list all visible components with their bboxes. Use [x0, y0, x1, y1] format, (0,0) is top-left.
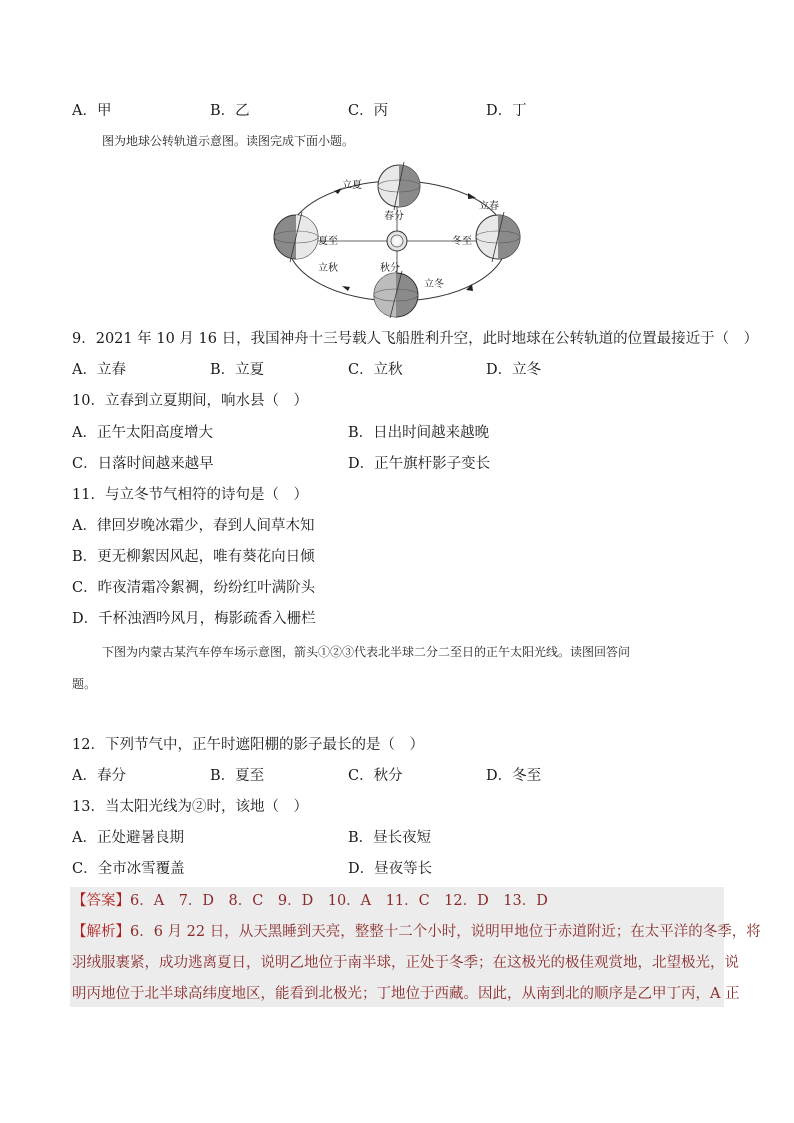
analysis-line2: 羽绒服裹紧，成功逃离夏日，说明乙地位于南半球，正处于冬季；在这极光的极佳观赏地，北望极光，说	[72, 955, 739, 971]
label-dongzhi: 冬至	[452, 236, 472, 247]
q11-option-b: B．更无柳絮因风起，唯有葵花向日倾	[72, 549, 315, 565]
q11-option-c: C．昨夜清霜冷絮裯，纷纷红叶满阶头	[72, 580, 316, 596]
q9-option-a: A．立春	[72, 362, 126, 378]
q11-stem: 11．与立冬节气相符的诗句是（ ）	[72, 487, 308, 503]
answer-tag: 【答案】	[72, 893, 130, 909]
q10-option-b: B．日出时间越来越晚	[348, 425, 490, 441]
q13-option-a: A．正处避暑良期	[72, 830, 184, 846]
q13-option-d: D．昼夜等长	[348, 861, 433, 877]
label-chunfen: 春分	[384, 211, 404, 222]
q13-option-c: C．全市冰雪覆盖	[72, 861, 185, 877]
earth-globe-icon	[378, 162, 420, 210]
sun-icon	[387, 231, 407, 251]
q9-stem: 9．2021 年 10 月 16 日，我国神舟十三号载人飞船胜利升空，此时地球在公转轨道的位置最接近于（ ）	[72, 331, 759, 347]
q13-option-b: B．昼长夜短	[348, 830, 432, 846]
analysis-tag: 【解析】	[72, 924, 130, 940]
q8-option-c: C．丙	[348, 103, 389, 119]
q13-stem: 13．当太阳光线为②时，该地（ ）	[72, 799, 308, 815]
q9-option-b: B．立夏	[210, 362, 265, 378]
label-lidong: 立冬	[424, 279, 444, 290]
q10-option-d: D．正午旗杆影子变长	[348, 456, 491, 472]
earth-globe-icon	[374, 271, 418, 318]
analysis-line1	[72, 922, 761, 942]
orbit-arrow-icon	[334, 188, 342, 194]
q12-stem: 12．下列节气中，正午时遮阳棚的影子最长的是（ ）	[72, 737, 424, 753]
q9-option-d: D．立冬	[486, 362, 542, 378]
q8-option-a: A．甲	[72, 103, 112, 119]
label-xiazhi: 夏至	[318, 236, 338, 247]
label-lichun: 立春	[479, 201, 499, 212]
q10-stem: 10．立春到立夏期间，响水县（ ）	[72, 393, 308, 409]
q10-option-c: C．日落时间越来越早	[72, 456, 214, 472]
orbit-arrow-icon	[342, 286, 350, 291]
earth-globe-icon	[274, 212, 318, 262]
orbit-arrow-icon	[468, 193, 476, 199]
q12-option-d: D．冬至	[486, 768, 542, 784]
q12-option-b: B．夏至	[210, 768, 265, 784]
q10-option-a: A．正午太阳高度增大	[72, 425, 213, 441]
q12-option-a: A．春分	[72, 768, 126, 784]
q12-option-c: C．秋分	[348, 768, 403, 784]
q11-option-a: A．律回岁晚冰霜少，春到人间草木知	[72, 518, 315, 534]
q11-option-d: D．千杯浊酒吟风月，梅影疏香入栅栏	[72, 611, 316, 627]
analysis-text-1: 6．6 月 22 日，从天黑睡到天亮，整整十二个小时，说明甲地位于赤道附近；在太平洋的冬季，将	[130, 924, 761, 940]
label-liqiu: 立秋	[318, 263, 338, 274]
label-qiufen: 秋分	[380, 263, 400, 274]
earth-globe-icon	[476, 212, 520, 262]
figure-intro: 图为地球公转轨道示意图。读图完成下面小题。	[102, 134, 355, 148]
figure2-intro-line2: 题。	[72, 677, 97, 691]
q8-option-d: D．丁	[486, 103, 527, 119]
label-lixia: 立夏	[342, 180, 362, 191]
earth-orbit-diagram	[262, 158, 530, 318]
analysis-line3: 明丙地位于北半球高纬度地区，能看到北极光；丁地位于西藏。因此，从南到北的顺序是乙甲丁丙，A 正	[72, 986, 740, 1002]
answer-text: 6．A 7．D 8．C 9．D 10．A 11．C 12．D 13．D	[130, 893, 548, 909]
figure2-intro-line1: 下图为内蒙古某汽车停车场示意图，箭头①②③代表北半球二分二至日的正午太阳光线。读图回答问	[102, 645, 631, 659]
q9-option-c: C．立秋	[348, 362, 403, 378]
answer-line	[72, 891, 548, 911]
q8-option-b: B．乙	[210, 103, 250, 119]
